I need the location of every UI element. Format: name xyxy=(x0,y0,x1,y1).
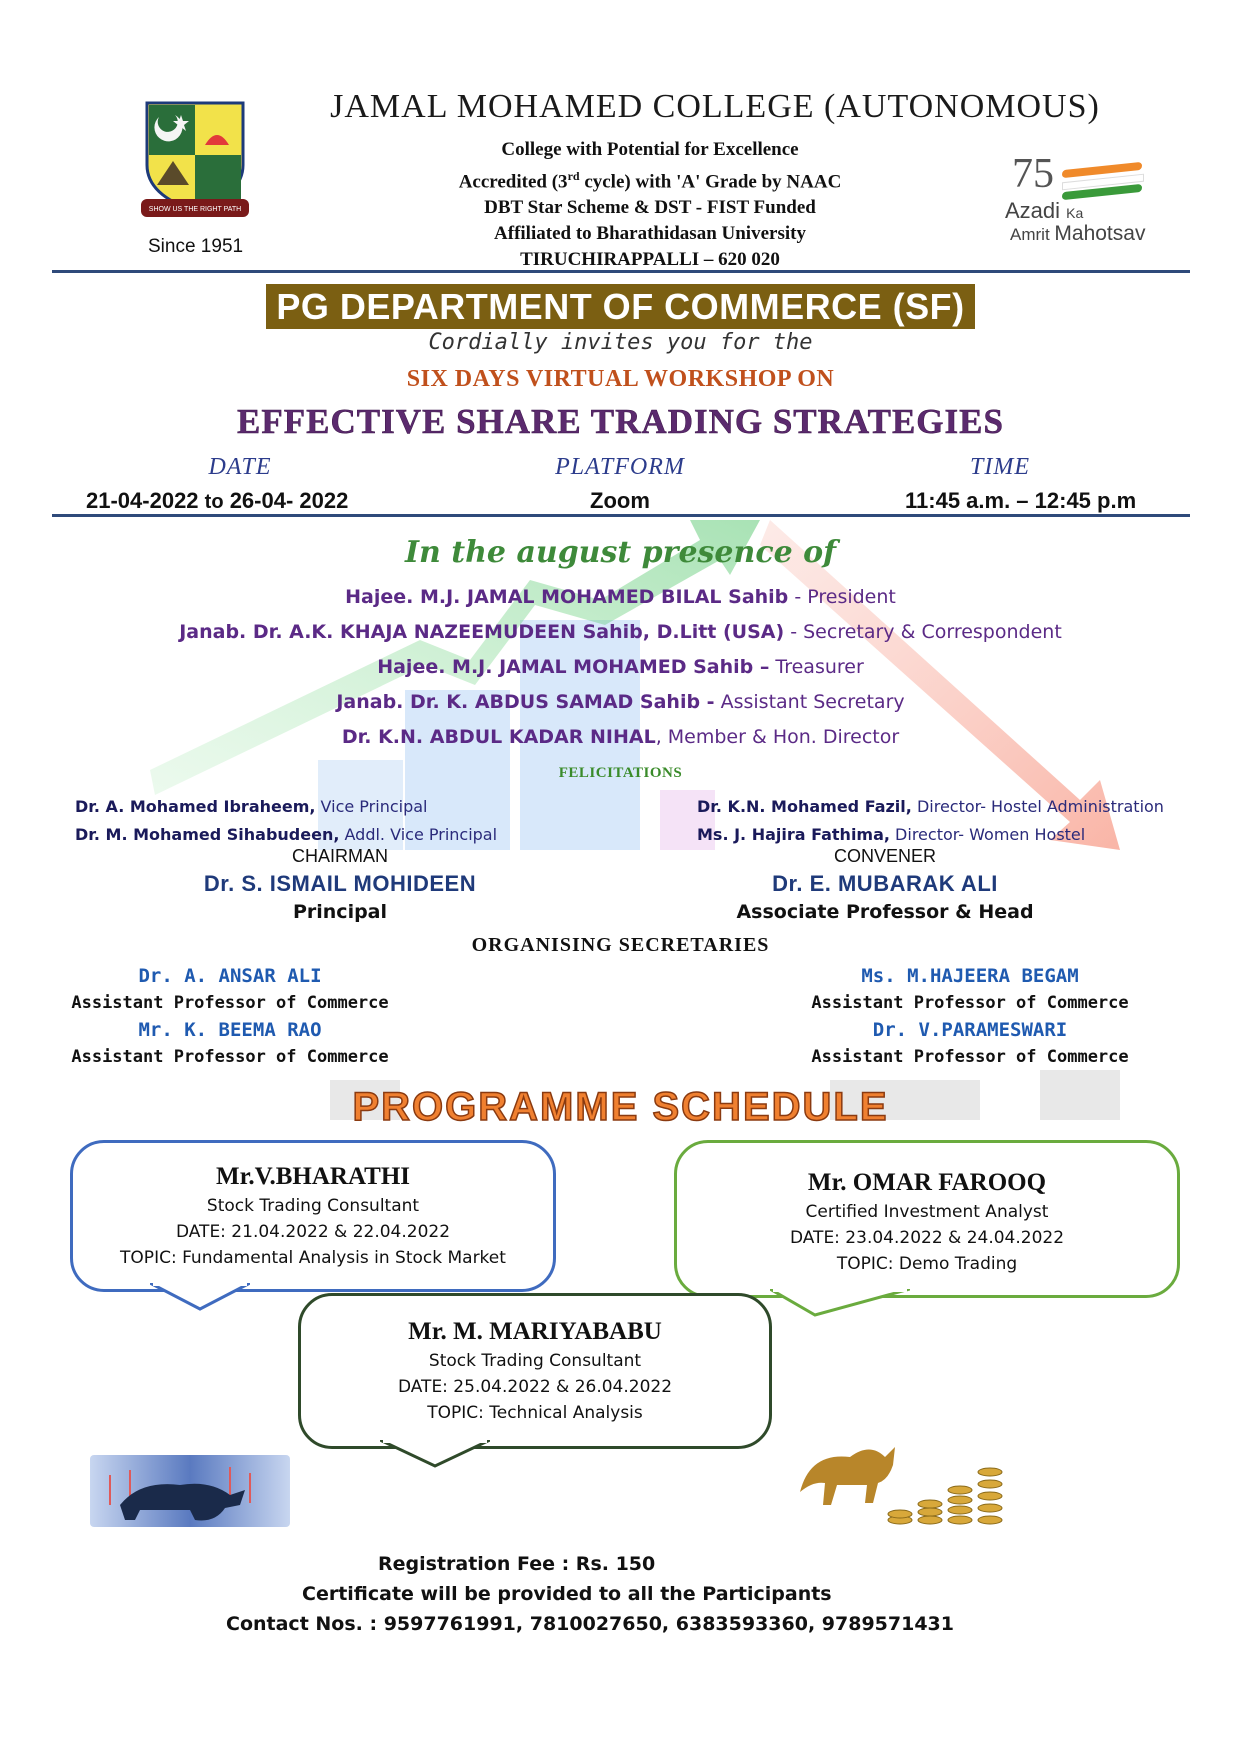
speaker-title: Stock Trading Consultant xyxy=(206,1196,420,1216)
speaker-topic: TOPIC: Fundamental Analysis in Stock Market xyxy=(120,1248,506,1268)
chairman-caption: CHAIRMAN xyxy=(291,846,388,866)
presence-heading: In the august presence of xyxy=(404,535,837,570)
organiser-desc: Assistant Professor of Commerce xyxy=(71,1047,389,1067)
contact-numbers: Contact Nos. : 9597761991, 7810027650, 6383593360, 9789571431 xyxy=(226,1613,955,1635)
header-line-1: College with Potential for Excellence xyxy=(501,139,799,160)
presence-person: Hajee. M.J. JAMAL MOHAMED Sahib – Treasurer xyxy=(377,656,864,678)
speaker-card-tail xyxy=(380,1440,490,1470)
felicitation-left-item: Dr. M. Mohamed Sihabudeen, Addl. Vice Principal xyxy=(75,825,498,844)
header-rule xyxy=(52,270,1190,273)
speaker-card-tail xyxy=(150,1283,250,1313)
department-banner: PG DEPARTMENT OF COMMERCE (SF) xyxy=(266,284,974,329)
accredited-rest: cycle) with 'A' Grade by NAAC xyxy=(579,171,842,193)
presence-person: Dr. K.N. ABDUL KADAR NIHAL, Member & Hon. Director xyxy=(341,726,900,748)
speaker-card xyxy=(70,1140,556,1292)
speaker-date: DATE: 21.04.2022 & 22.04.2022 xyxy=(175,1222,451,1242)
registration-fee: Registration Fee : Rs. 150 xyxy=(378,1553,656,1575)
felicitation-right-item: Dr. K.N. Mohamed Fazil, Director- Hostel Administration xyxy=(697,797,1164,816)
workshop-subtitle: SIX DAYS VIRTUAL WORKSHOP ON xyxy=(406,366,835,392)
azadi-ka: Ka xyxy=(1066,205,1084,221)
speaker-topic: TOPIC: Demo Trading xyxy=(836,1254,1018,1274)
speaker-title: Stock Trading Consultant xyxy=(428,1351,642,1371)
felicitation-left-item: Dr. A. Mohamed Ibraheem, Vice Principal xyxy=(75,797,428,816)
date-label: DATE xyxy=(208,454,272,480)
header-line-3: DBT Star Scheme & DST - FIST Funded xyxy=(484,197,816,219)
info-rule xyxy=(52,514,1190,517)
header-line-2 xyxy=(400,163,900,195)
organiser-desc: Assistant Professor of Commerce xyxy=(811,1047,1129,1067)
date-to: 26-04- 2022 xyxy=(229,488,349,513)
bear-market-image xyxy=(90,1455,290,1527)
mahotsav-text: Mahotsav xyxy=(1054,222,1146,245)
organiser-name: Dr. A. ANSAR ALI xyxy=(138,965,322,987)
speaker-name: Mr. OMAR FAROOQ xyxy=(807,1169,1047,1196)
speaker-topic: TOPIC: Technical Analysis xyxy=(427,1403,643,1423)
chairman-name: Dr. S. ISMAIL MOHIDEEN xyxy=(203,871,477,896)
organiser-name: Mr. K. BEEMA RAO xyxy=(138,1019,322,1041)
accredited-sup: rd xyxy=(567,169,580,183)
speaker-card xyxy=(674,1140,1180,1298)
date-to-word: to xyxy=(204,491,224,513)
convener-caption: CONVENER xyxy=(833,846,936,866)
speaker-title: Certified Investment Analyst xyxy=(805,1202,1049,1222)
speaker-card xyxy=(298,1293,772,1449)
organiser-name: Ms. M.HAJEERA BEGAM xyxy=(861,965,1079,987)
time-value: 11:45 a.m. – 12:45 p.m xyxy=(905,488,1137,513)
presence-person: Janab. Dr. K. ABDUS SAMAD Sahib - Assistant Secretary xyxy=(336,691,905,713)
accredited-text: Accredited (3 xyxy=(458,171,568,193)
felicitation-right-item: Ms. J. Hajira Fathima, Director- Women Hostel xyxy=(697,825,1086,844)
azadi-75: 75 xyxy=(1012,151,1054,197)
logo-motto-text: SHOW US THE RIGHT PATH xyxy=(148,206,242,213)
chairman-desc: Principal xyxy=(292,901,388,923)
invite-text: Cordially invites you for the xyxy=(428,330,813,355)
organiser-desc: Assistant Professor of Commerce xyxy=(71,993,389,1013)
felicitations-heading: FELICITATIONS xyxy=(558,765,683,781)
time-label: TIME xyxy=(970,454,1030,480)
header-line-5: TIRUCHIRAPPALLI – 620 020 xyxy=(520,249,780,271)
event-dates xyxy=(86,488,348,514)
presence-person: Janab. Dr. A.K. KHAJA NAZEEMUDEEN Sahib, D.Litt (USA) - Secretary & Correspondent xyxy=(179,621,1062,643)
amrit-text: Amrit xyxy=(1010,225,1050,244)
workshop-title: EFFECTIVE SHARE TRADING STRATEGIES xyxy=(237,402,1004,441)
convener-name: Dr. E. MUBARAK ALI xyxy=(772,871,998,896)
speaker-date: DATE: 25.04.2022 & 26.04.2022 xyxy=(397,1377,673,1397)
azadi-ka-amrit-mahotsav-logo xyxy=(1000,150,1180,250)
since-year: Since 1951 xyxy=(148,236,244,257)
azadi-text: Azadi xyxy=(1005,198,1061,223)
organiser-desc: Assistant Professor of Commerce xyxy=(811,993,1129,1013)
speaker-card-tail xyxy=(770,1289,910,1319)
speaker-name: Mr. M. MARIYABABU xyxy=(408,1318,662,1345)
convener-desc: Associate Professor & Head xyxy=(736,901,1034,923)
header-line-4: Affiliated to Bharathidasan University xyxy=(494,223,806,245)
organiser-name: Dr. V.PARAMESWARI xyxy=(872,1019,1068,1041)
platform-label: PLATFORM xyxy=(555,454,685,480)
college-name: JAMAL MOHAMED COLLEGE (AUTONOMOUS) xyxy=(330,88,1100,125)
platform-value: Zoom xyxy=(590,488,650,513)
college-logo xyxy=(135,95,255,225)
certificate-note: Certificate will be provided to all the Participants xyxy=(302,1583,832,1605)
speaker-date: DATE: 23.04.2022 & 24.04.2022 xyxy=(789,1228,1065,1248)
date-from: 21-04-2022 xyxy=(86,488,199,513)
speaker-name: Mr.V.BHARATHI xyxy=(215,1163,410,1190)
bull-market-image xyxy=(790,1432,1010,1532)
organising-heading: ORGANISING SECRETARIES xyxy=(471,934,770,956)
presence-person: Hajee. M.J. JAMAL MOHAMED BILAL Sahib - President xyxy=(345,586,896,608)
schedule-heading: PROGRAMME SCHEDULE xyxy=(352,1085,889,1129)
